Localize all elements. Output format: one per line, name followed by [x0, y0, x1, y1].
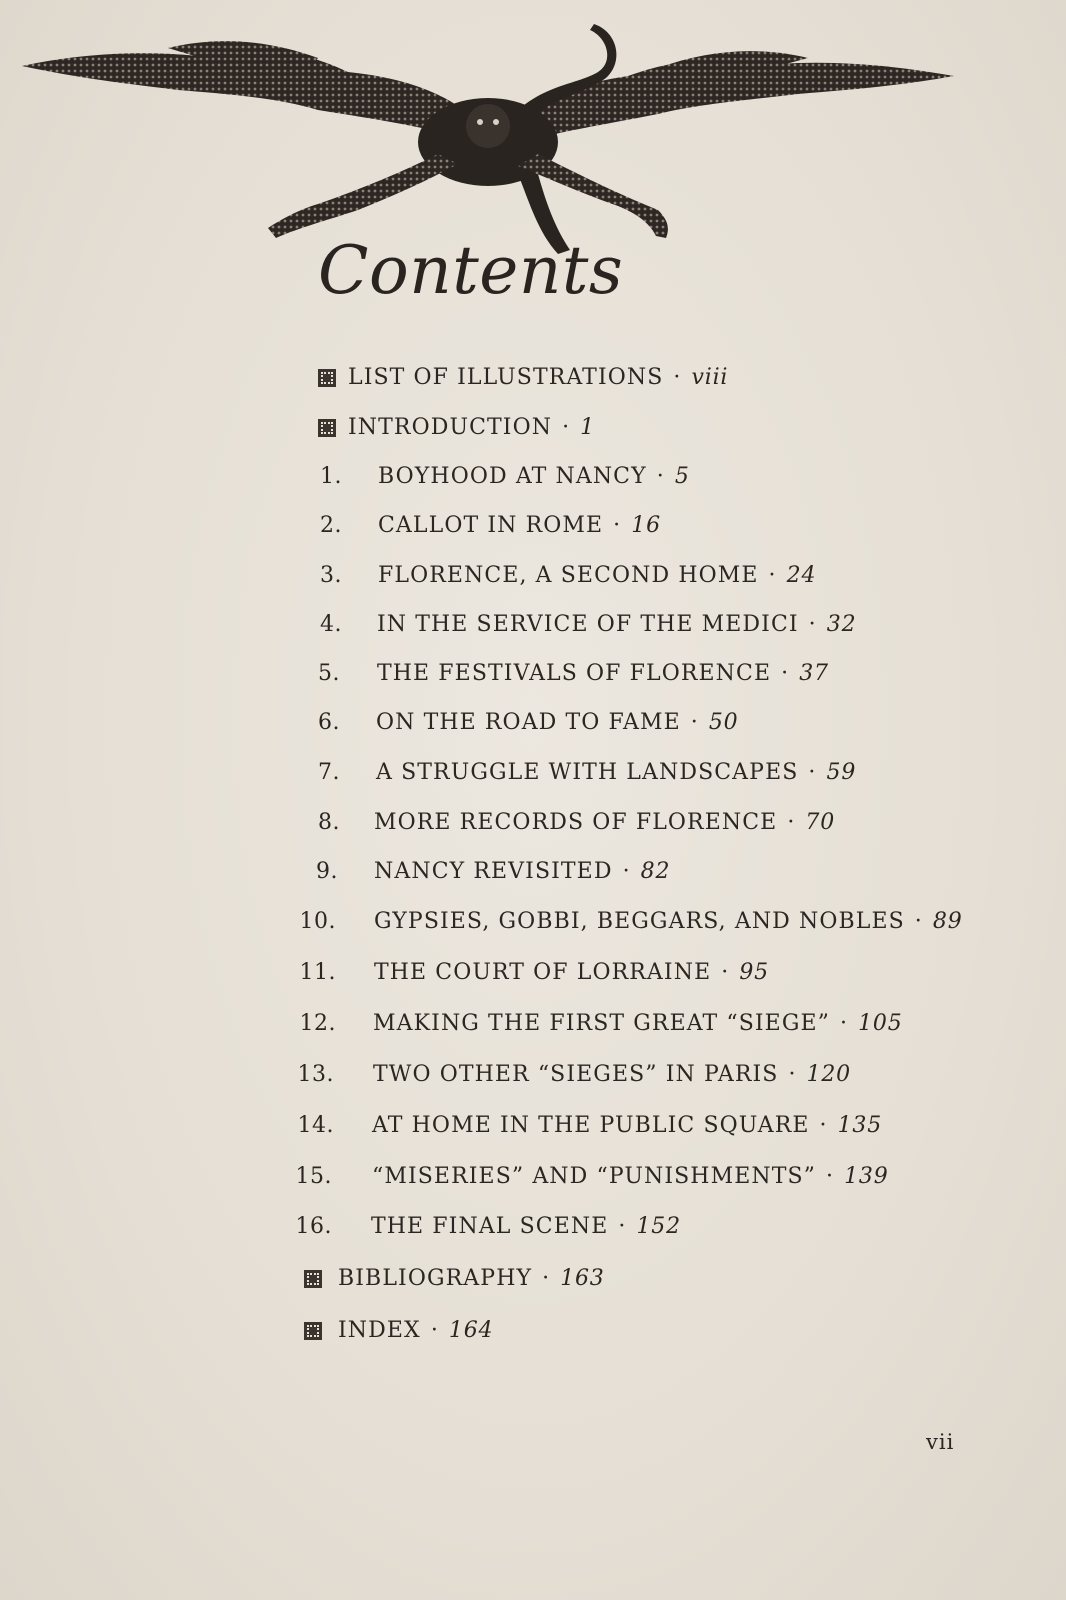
chapter-number: 14. [297, 1113, 334, 1138]
ornament-bullet-icon [318, 419, 336, 437]
separator-dot: · [819, 1113, 828, 1138]
separator-dot: · [721, 960, 730, 985]
separator-dot: · [781, 661, 790, 686]
entry-page-number: 135 [837, 1113, 883, 1138]
entry-title: THE FESTIVALS OF FLORENCE [377, 661, 772, 686]
toc-entry [0, 1004, 1066, 1044]
entry-page-number: 163 [560, 1266, 605, 1291]
entry-label-group [371, 1207, 681, 1247]
toc-entry [0, 902, 1066, 942]
toc-entry [0, 703, 1066, 743]
entry-title: MORE RECORDS OF FLORENCE [374, 810, 778, 835]
entry-page-number: 5 [674, 464, 690, 489]
separator-dot: · [826, 1164, 835, 1189]
entry-page-number: 105 [858, 1011, 903, 1036]
separator-dot: · [618, 1214, 627, 1239]
entry-title: TWO OTHER “SIEGES” IN PARIS [373, 1062, 779, 1087]
entry-label-group [372, 1157, 889, 1197]
page-number: vii [926, 1430, 955, 1454]
separator-dot: · [787, 810, 796, 835]
entry-page-number: 37 [799, 661, 829, 686]
entry-page-number: 32 [826, 612, 857, 637]
entry-label-group [372, 1106, 882, 1146]
entry-label-group [378, 457, 690, 497]
entry-page-number: 120 [806, 1062, 851, 1087]
chapter-number: 6. [318, 710, 340, 735]
toc-entry [0, 953, 1066, 993]
toc-entry [0, 457, 1066, 497]
toc-entry [0, 1207, 1066, 1247]
entry-page-number: viii [691, 365, 729, 390]
entry-label-group [338, 1311, 493, 1351]
toc-entry [0, 1311, 1066, 1351]
page-title: Contents [318, 232, 624, 309]
chapter-number: 10. [299, 909, 336, 934]
entry-label-group [374, 803, 835, 843]
entry-page-number: 50 [708, 710, 739, 735]
toc-entry [0, 803, 1066, 843]
entry-label-group [348, 408, 595, 448]
ornament-bullet-icon [318, 369, 336, 387]
chapter-number: 4. [320, 612, 342, 637]
entry-label-group [373, 1055, 851, 1095]
toc-entry [0, 1055, 1066, 1095]
chapter-number: 5. [318, 661, 340, 686]
entry-title: AT HOME IN THE PUBLIC SQUARE [372, 1113, 810, 1138]
entry-page-number: 152 [636, 1214, 681, 1239]
toc-entry [0, 1259, 1066, 1299]
entry-title: THE FINAL SCENE [371, 1214, 609, 1239]
separator-dot: · [914, 909, 923, 934]
entry-label-group [377, 605, 856, 645]
toc-entry [0, 753, 1066, 793]
entry-title: LIST OF ILLUSTRATIONS [348, 365, 664, 390]
separator-dot: · [673, 365, 682, 390]
entry-label-group [374, 953, 769, 993]
entry-title: INDEX [338, 1318, 421, 1343]
toc-entry [0, 1157, 1066, 1197]
entry-title: THE COURT OF LORRAINE [374, 960, 712, 985]
entry-title: CALLOT IN ROME [378, 513, 604, 538]
toc-entry [0, 852, 1066, 892]
separator-dot: · [430, 1318, 439, 1343]
toc-entry [0, 605, 1066, 645]
dragon-ornament-icon [18, 14, 958, 264]
entry-label-group [374, 852, 670, 892]
entry-label-group [377, 654, 829, 694]
entry-title: IN THE SERVICE OF THE MEDICI [377, 612, 799, 637]
entry-title: ON THE ROAD TO FAME [376, 710, 681, 735]
entry-page-number: 16 [631, 513, 661, 538]
toc-entry [0, 358, 1066, 398]
entry-label-group [376, 753, 856, 793]
separator-dot: · [840, 1011, 849, 1036]
separator-dot: · [690, 710, 699, 735]
entry-page-number: 70 [805, 810, 836, 835]
chapter-number: 9. [316, 859, 338, 884]
separator-dot: · [562, 415, 571, 440]
entry-title: “MISERIES” AND “PUNISHMENTS” [372, 1164, 817, 1189]
chapter-number: 1. [320, 464, 342, 489]
chapter-number: 8. [318, 810, 340, 835]
entry-title: FLORENCE, A SECOND HOME [378, 563, 759, 588]
entry-label-group [376, 703, 738, 743]
entry-page-number: 89 [932, 909, 963, 934]
chapter-number: 11. [299, 960, 336, 985]
entry-page-number: 82 [640, 859, 671, 884]
entry-label-group [348, 358, 728, 398]
chapter-number: 15. [295, 1164, 332, 1189]
toc-entry [0, 506, 1066, 546]
separator-dot: · [768, 563, 777, 588]
entry-label-group [373, 1004, 903, 1044]
separator-dot: · [613, 513, 622, 538]
ornament-bullet-icon [304, 1270, 322, 1288]
entry-title: BOYHOOD AT NANCY [378, 464, 647, 489]
toc-entry [0, 1106, 1066, 1146]
entry-title: A STRUGGLE WITH LANDSCAPES [376, 760, 799, 785]
chapter-number: 16. [295, 1214, 332, 1239]
separator-dot: · [542, 1266, 551, 1291]
entry-title: GYPSIES, GOBBI, BEGGARS, AND NOBLES [374, 909, 905, 934]
chapter-number: 13. [297, 1062, 334, 1087]
separator-dot: · [656, 464, 665, 489]
toc-entry [0, 556, 1066, 596]
toc-entry [0, 408, 1066, 448]
entry-page-number: 139 [844, 1164, 889, 1189]
chapter-number: 7. [318, 760, 340, 785]
entry-page-number: 59 [826, 760, 857, 785]
ornament-bullet-icon [304, 1322, 322, 1340]
entry-title: NANCY REVISITED [374, 859, 613, 884]
chapter-number: 12. [299, 1011, 336, 1036]
entry-title: MAKING THE FIRST GREAT “SIEGE” [373, 1011, 831, 1036]
chapter-number: 2. [320, 513, 342, 538]
entry-page-number: 1 [580, 415, 595, 440]
toc-entry [0, 654, 1066, 694]
entry-label-group [374, 902, 963, 942]
chapter-number: 3. [320, 563, 342, 588]
entry-page-number: 24 [786, 563, 817, 588]
entry-title: INTRODUCTION [348, 415, 553, 440]
entry-title: BIBLIOGRAPHY [338, 1266, 533, 1291]
separator-dot: · [622, 859, 631, 884]
separator-dot: · [788, 1062, 797, 1087]
entry-page-number: 164 [448, 1318, 494, 1343]
entry-page-number: 95 [739, 960, 769, 985]
entry-label-group [338, 1259, 605, 1299]
entry-label-group [378, 506, 661, 546]
entry-label-group [378, 556, 816, 596]
separator-dot: · [808, 760, 817, 785]
separator-dot: · [808, 612, 817, 637]
